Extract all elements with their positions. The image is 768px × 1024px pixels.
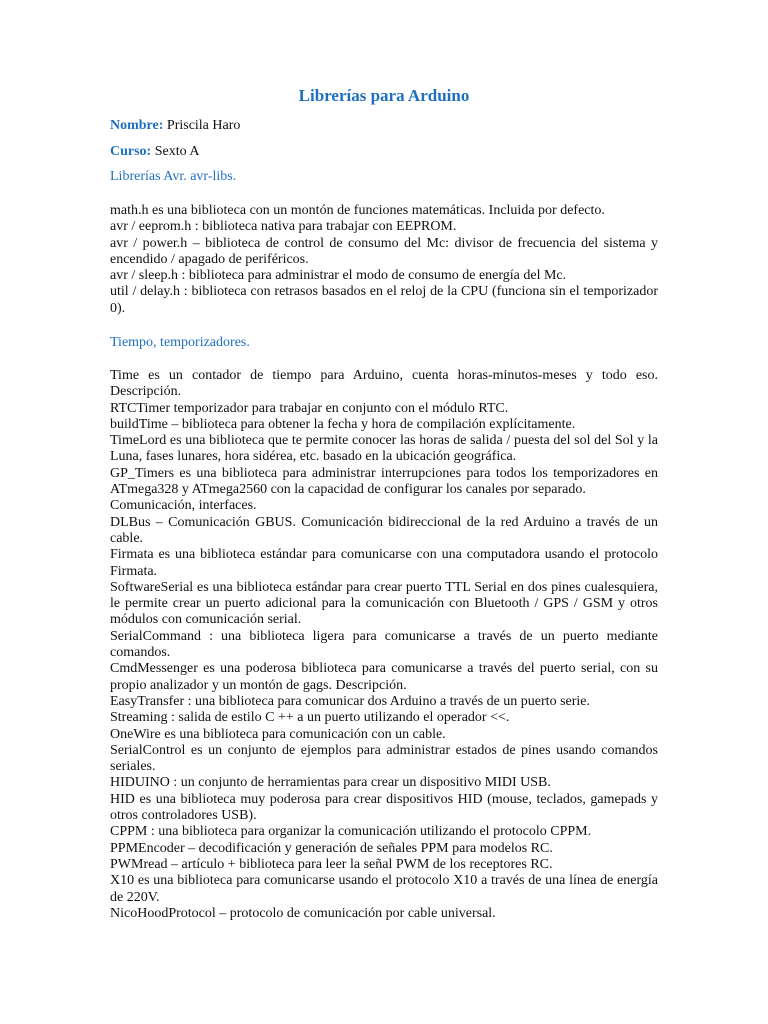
paragraph: OneWire es una biblioteca para comunicación con un cable.	[110, 726, 446, 742]
nombre-label: Nombre:	[110, 118, 164, 133]
paragraph: DLBus – Comunicación GBUS. Comunicación bidireccional de la red Arduino a través de un cable.	[110, 514, 658, 546]
paragraph: Time es un contador de tiempo para Arduino, cuenta horas-minutos-meses y todo eso. Descripción.	[110, 368, 658, 400]
section-heading-tiempo: Tiempo, temporizadores.	[110, 335, 250, 350]
paragraph: avr / sleep.h : biblioteca para administrar el modo de consumo de energía del Mc.	[110, 268, 567, 284]
paragraph: avr / eeprom.h : biblioteca nativa para trabajar con EEPROM.	[110, 219, 457, 235]
document-title: Librerías para Arduino	[298, 86, 470, 105]
paragraph: GP_Timers es una biblioteca para administrar interrupciones para todos los temporizadores en ATmega328 y ATmega2560 con la capacidad de configurar los canales por separado.	[110, 465, 658, 498]
section-heading-avr: Librerías Avr. avr-libs.	[110, 169, 237, 184]
paragraph: math.h es una biblioteca con un montón de funciones matemáticas. Incluida por defecto.	[110, 203, 605, 218]
curso-label: Curso:	[110, 144, 152, 159]
nombre-line	[110, 117, 240, 135]
paragraph: HID es una biblioteca muy poderosa para crear dispositivos HID (mouse, teclados, gamepads y otros controladores USB).	[110, 791, 658, 824]
curso-value: Sexto A	[154, 144, 200, 159]
paragraph: Firmata es una biblioteca estándar para comunicarse con una computadora usando el protocolo Firmata.	[110, 547, 658, 579]
curso-line	[110, 143, 199, 161]
paragraph: RTCTimer temporizador para trabajar en conjunto con el módulo RTC.	[110, 400, 509, 416]
paragraph: CmdMessenger es una poderosa biblioteca para comunicarse a través del puerto serial, con su propio analizador y un montón de gags. Descripción.	[110, 661, 658, 693]
paragraph: HIDUINO : un conjunto de herramientas para crear un dispositivo MIDI USB.	[110, 775, 551, 791]
section-body-avr	[110, 203, 658, 317]
paragraph: Comunicación, interfaces.	[110, 498, 257, 514]
paragraph: buildTime – biblioteca para obtener la fecha y hora de compilación explícitamente.	[110, 416, 576, 432]
paragraph: CPPM : una biblioteca para organizar la comunicación utilizando el protocolo CPPM.	[110, 824, 592, 840]
paragraph: NicoHoodProtocol – protocolo de comunicación por cable universal.	[110, 905, 496, 921]
paragraph: SoftwareSerial es una biblioteca estándar para crear puerto TTL Serial en dos pines cualesquiera, le permite crear un puerto adicional para la comunicación con Bluetooth / GPS / GSM y otros módulos con comunicación serial.	[110, 579, 658, 628]
paragraph: Streaming : salida de estilo C ++ a un puerto utilizando el operador <<.	[110, 710, 510, 726]
paragraph: SerialControl es un conjunto de ejemplos para administrar estados de pines usando comandos seriales.	[110, 742, 658, 775]
paragraph: SerialCommand : una biblioteca ligera para comunicarse a través de un puerto mediante comandos.	[110, 628, 658, 661]
paragraph: PWMread – artículo + biblioteca para leer la señal PWM de los receptores RC.	[110, 856, 553, 872]
paragraph: EasyTransfer : una biblioteca para comunicar dos Arduino a través de un puerto serie.	[110, 693, 590, 709]
paragraph: util / delay.h : biblioteca con retrasos basados en el reloj de la CPU (funciona sin el temporizador 0).	[110, 284, 658, 316]
section-body-tiempo	[110, 368, 658, 922]
paragraph: PPMEncoder – decodificación y generación de señales PPM para modelos RC.	[110, 840, 553, 856]
paragraph: avr / power.h – biblioteca de control de consumo del Mc: divisor de frecuencia del sistema y encendido / apagado de periféricos.	[110, 235, 658, 267]
nombre-value: Priscila Haro	[166, 118, 241, 133]
paragraph: TimeLord es una biblioteca que te permite conocer las horas de salida / puesta del sol del Sol y la Luna, fases lunares, hora sidérea, etc. basado en la ubicación geográfica.	[110, 433, 658, 465]
paragraph: X10 es una biblioteca para comunicarse usando el protocolo X10 a través de una línea de energía de 220V.	[110, 873, 658, 905]
